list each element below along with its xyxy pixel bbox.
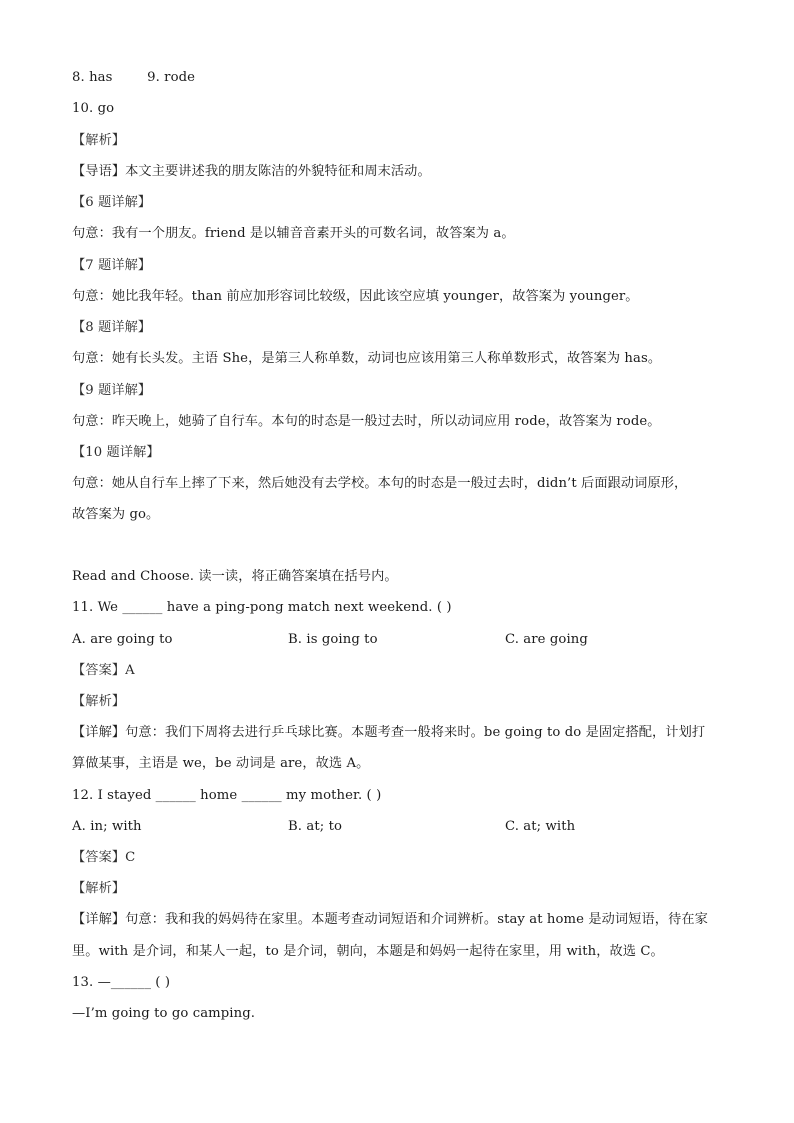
q12-detail-2: 里。with 是介词，和某人一起，to 是介词，朝向，本题是和妈妈一起待在家里，用 with，故选 C。 xyxy=(72,944,664,959)
q13-stem: 13. —______ ( ) xyxy=(72,975,171,990)
q12-option-c: C. at; with xyxy=(505,819,576,834)
q7-text: 句意：她比我年轻。than 前应加形容词比较级，因此该空应填 younger，故答案为 younger。 xyxy=(72,289,639,304)
q12-option-a: A. in; with xyxy=(72,819,142,834)
q12-analysis-heading: 【解析】 xyxy=(72,881,126,896)
q6-heading: 【6 题详解】 xyxy=(72,195,152,210)
q12-options xyxy=(72,818,732,836)
q11-option-c: C. are going xyxy=(505,632,588,647)
answer-item-8: 8. has xyxy=(72,70,113,85)
q9-heading: 【9 题详解】 xyxy=(72,383,152,398)
section-instruction: Read and Choose. 读一读，将正确答案填在括号内。 xyxy=(72,569,398,584)
q10-text-1: 句意：她从自行车上摔了下来，然后她没有去学校。本句的时态是一般过去时，didn’t 后面跟动词原形， xyxy=(72,476,688,491)
q11-detail-1: 【详解】句意：我们下周将去进行乒乓球比赛。本题考查一般将来时。be going to do 是固定搭配，计划打 xyxy=(72,725,706,740)
q12-detail-1: 【详解】句意：我和我的妈妈待在家里。本题考查动词短语和介词辨析。stay at home 是动词短语，待在家 xyxy=(72,912,708,927)
q12-stem: 12. I stayed ______ home ______ my mother. ( ) xyxy=(72,788,382,803)
answers-8-9-line xyxy=(72,69,195,87)
answer-item-10: 10. go xyxy=(72,101,115,116)
q9-text: 句意：昨天晚上，她骑了自行车。本句的时态是一般过去时，所以动词应用 rode，故答案为 rode。 xyxy=(72,414,661,429)
q6-text: 句意：我有一个朋友。friend 是以辅音音素开头的可数名词，故答案为 a。 xyxy=(72,226,515,241)
q13-reply: —I’m going to go camping. xyxy=(72,1006,256,1021)
q11-options xyxy=(72,631,732,649)
q8-text: 句意：她有长头发。主语 She，是第三人称单数，动词也应该用第三人称单数形式，故答案为 has。 xyxy=(72,351,662,366)
q11-answer: 【答案】A xyxy=(72,663,135,678)
q11-option-b: B. is going to xyxy=(288,632,378,647)
q10-heading: 【10 题详解】 xyxy=(72,445,160,460)
q11-detail-2: 算做某事，主语是 we，be 动词是 are，故选 A。 xyxy=(72,756,370,771)
q11-option-a: A. are going to xyxy=(72,632,173,647)
q7-heading: 【7 题详解】 xyxy=(72,258,152,273)
guide-text: 【导语】本文主要讲述我的朋友陈洁的外貌特征和周末活动。 xyxy=(72,164,431,179)
q10-text-2: 故答案为 go。 xyxy=(72,507,160,522)
q11-analysis-heading: 【解析】 xyxy=(72,694,126,709)
answer-item-9: 9. rode xyxy=(147,70,196,85)
q11-stem: 11. We ______ have a ping-pong match next weekend. ( ) xyxy=(72,600,452,615)
q12-option-b: B. at; to xyxy=(288,819,343,834)
q8-heading: 【8 题详解】 xyxy=(72,320,152,335)
q12-answer: 【答案】C xyxy=(72,850,136,865)
analysis-heading: 【解析】 xyxy=(72,133,126,148)
